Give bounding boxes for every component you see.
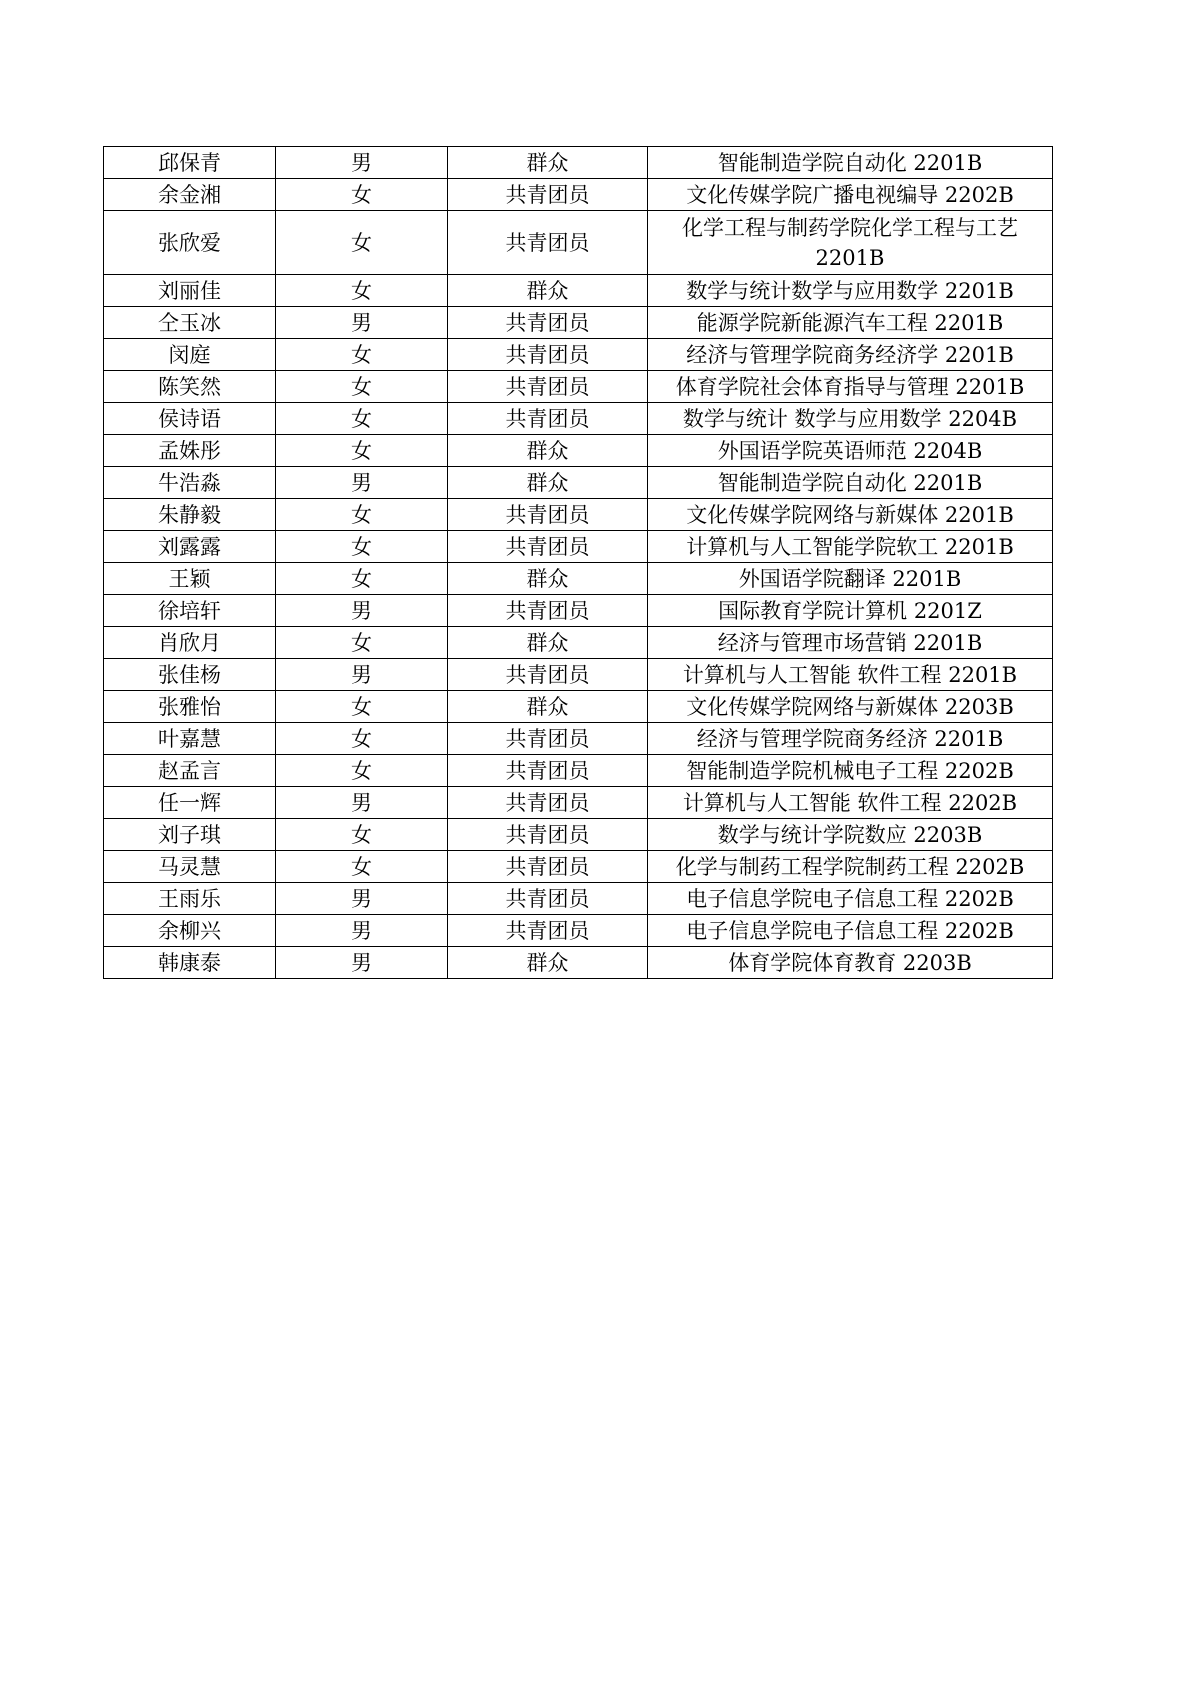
table-row [104, 563, 1053, 595]
gender-cell: 女 [276, 499, 448, 531]
major-cell: 计算机与人工智能 软件工程 2201B [648, 659, 1053, 691]
table-row [104, 275, 1053, 307]
gender-cell: 女 [276, 627, 448, 659]
major-cell: 化学与制药工程学院制药工程 2202B [648, 851, 1053, 883]
gender-cell: 男 [276, 659, 448, 691]
major-cell: 体育学院社会体育指导与管理 2201B [648, 371, 1053, 403]
gender-cell: 女 [276, 403, 448, 435]
name-cell: 刘露露 [104, 531, 276, 563]
politics-cell: 共青团员 [448, 883, 648, 915]
major-cell: 数学与统计数学与应用数学 2201B [648, 275, 1053, 307]
name-cell: 肖欣月 [104, 627, 276, 659]
name-cell: 牛浩淼 [104, 467, 276, 499]
table-row [104, 627, 1053, 659]
politics-cell: 群众 [448, 275, 648, 307]
politics-cell: 群众 [448, 627, 648, 659]
name-cell: 刘子琪 [104, 819, 276, 851]
politics-cell: 共青团员 [448, 179, 648, 211]
gender-cell: 男 [276, 595, 448, 627]
major-cell: 计算机与人工智能 软件工程 2202B [648, 787, 1053, 819]
name-cell: 闵庭 [104, 339, 276, 371]
politics-cell: 群众 [448, 435, 648, 467]
name-cell: 仝玉冰 [104, 307, 276, 339]
name-cell: 侯诗语 [104, 403, 276, 435]
major-cell: 外国语学院翻译 2201B [648, 563, 1053, 595]
name-cell: 任一辉 [104, 787, 276, 819]
politics-cell: 共青团员 [448, 531, 648, 563]
politics-cell: 共青团员 [448, 499, 648, 531]
name-cell: 韩康泰 [104, 947, 276, 979]
table-row [104, 403, 1053, 435]
politics-cell: 群众 [448, 147, 648, 179]
politics-cell: 共青团员 [448, 723, 648, 755]
table-row [104, 723, 1053, 755]
gender-cell: 女 [276, 691, 448, 723]
name-cell: 张佳杨 [104, 659, 276, 691]
major-cell: 文化传媒学院广播电视编导 2202B [648, 179, 1053, 211]
politics-cell: 共青团员 [448, 787, 648, 819]
name-cell: 张欣爱 [104, 211, 276, 275]
major-cell: 智能制造学院机械电子工程 2202B [648, 755, 1053, 787]
gender-cell: 女 [276, 851, 448, 883]
major-cell: 数学与统计学院数应 2203B [648, 819, 1053, 851]
gender-cell: 男 [276, 787, 448, 819]
gender-cell: 女 [276, 371, 448, 403]
name-cell: 王颖 [104, 563, 276, 595]
gender-cell: 女 [276, 723, 448, 755]
name-cell: 叶嘉慧 [104, 723, 276, 755]
table-row [104, 531, 1053, 563]
gender-cell: 男 [276, 147, 448, 179]
politics-cell: 共青团员 [448, 211, 648, 275]
politics-cell: 群众 [448, 691, 648, 723]
major-cell: 文化传媒学院网络与新媒体 2203B [648, 691, 1053, 723]
table-row [104, 339, 1053, 371]
table-row [104, 307, 1053, 339]
major-cell: 体育学院体育教育 2203B [648, 947, 1053, 979]
politics-cell: 共青团员 [448, 403, 648, 435]
gender-cell: 女 [276, 531, 448, 563]
table-row [104, 851, 1053, 883]
politics-cell: 共青团员 [448, 851, 648, 883]
gender-cell: 女 [276, 339, 448, 371]
table-row [104, 947, 1053, 979]
gender-cell: 女 [276, 819, 448, 851]
gender-cell: 女 [276, 179, 448, 211]
name-cell: 马灵慧 [104, 851, 276, 883]
name-cell: 余金湘 [104, 179, 276, 211]
table-row [104, 915, 1053, 947]
politics-cell: 共青团员 [448, 371, 648, 403]
table-row [104, 499, 1053, 531]
name-cell: 刘丽佳 [104, 275, 276, 307]
politics-cell: 共青团员 [448, 659, 648, 691]
table-row [104, 883, 1053, 915]
table-row [104, 595, 1053, 627]
politics-cell: 共青团员 [448, 755, 648, 787]
major-cell: 计算机与人工智能学院软工 2201B [648, 531, 1053, 563]
gender-cell: 女 [276, 755, 448, 787]
table-row [104, 147, 1053, 179]
table-row [104, 691, 1053, 723]
gender-cell: 女 [276, 435, 448, 467]
major-cell: 电子信息学院电子信息工程 2202B [648, 883, 1053, 915]
name-cell: 陈笑然 [104, 371, 276, 403]
name-cell: 赵孟言 [104, 755, 276, 787]
table-row [104, 819, 1053, 851]
name-cell: 孟姝彤 [104, 435, 276, 467]
name-cell: 张雅怡 [104, 691, 276, 723]
politics-cell: 群众 [448, 563, 648, 595]
table-row [104, 467, 1053, 499]
gender-cell: 男 [276, 307, 448, 339]
major-cell: 数学与统计 数学与应用数学 2204B [648, 403, 1053, 435]
name-cell: 余柳兴 [104, 915, 276, 947]
major-cell: 经济与管理学院商务经济学 2201B [648, 339, 1053, 371]
student-roster-table [103, 146, 1053, 979]
major-cell: 电子信息学院电子信息工程 2202B [648, 915, 1053, 947]
politics-cell: 群众 [448, 467, 648, 499]
politics-cell: 共青团员 [448, 339, 648, 371]
major-cell: 智能制造学院自动化 2201B [648, 467, 1053, 499]
politics-cell: 共青团员 [448, 595, 648, 627]
table-body [104, 147, 1053, 979]
major-cell: 化学工程与制药学院化学工程与工艺 2201B [648, 211, 1053, 275]
major-cell: 经济与管理学院商务经济 2201B [648, 723, 1053, 755]
politics-cell: 共青团员 [448, 915, 648, 947]
name-cell: 朱静毅 [104, 499, 276, 531]
gender-cell: 女 [276, 563, 448, 595]
major-cell: 智能制造学院自动化 2201B [648, 147, 1053, 179]
name-cell: 王雨乐 [104, 883, 276, 915]
gender-cell: 男 [276, 467, 448, 499]
gender-cell: 女 [276, 275, 448, 307]
table-row [104, 435, 1053, 467]
major-cell: 文化传媒学院网络与新媒体 2201B [648, 499, 1053, 531]
major-cell: 能源学院新能源汽车工程 2201B [648, 307, 1053, 339]
major-cell: 外国语学院英语师范 2204B [648, 435, 1053, 467]
gender-cell: 男 [276, 883, 448, 915]
politics-cell: 共青团员 [448, 819, 648, 851]
politics-cell: 共青团员 [448, 307, 648, 339]
table-row [104, 659, 1053, 691]
name-cell: 邱保青 [104, 147, 276, 179]
gender-cell: 男 [276, 915, 448, 947]
table-row [104, 211, 1053, 275]
politics-cell: 群众 [448, 947, 648, 979]
name-cell: 徐培轩 [104, 595, 276, 627]
gender-cell: 男 [276, 947, 448, 979]
table-row [104, 787, 1053, 819]
major-cell: 经济与管理市场营销 2201B [648, 627, 1053, 659]
table-row [104, 755, 1053, 787]
table-row [104, 371, 1053, 403]
table-row [104, 179, 1053, 211]
major-cell: 国际教育学院计算机 2201Z [648, 595, 1053, 627]
gender-cell: 女 [276, 211, 448, 275]
